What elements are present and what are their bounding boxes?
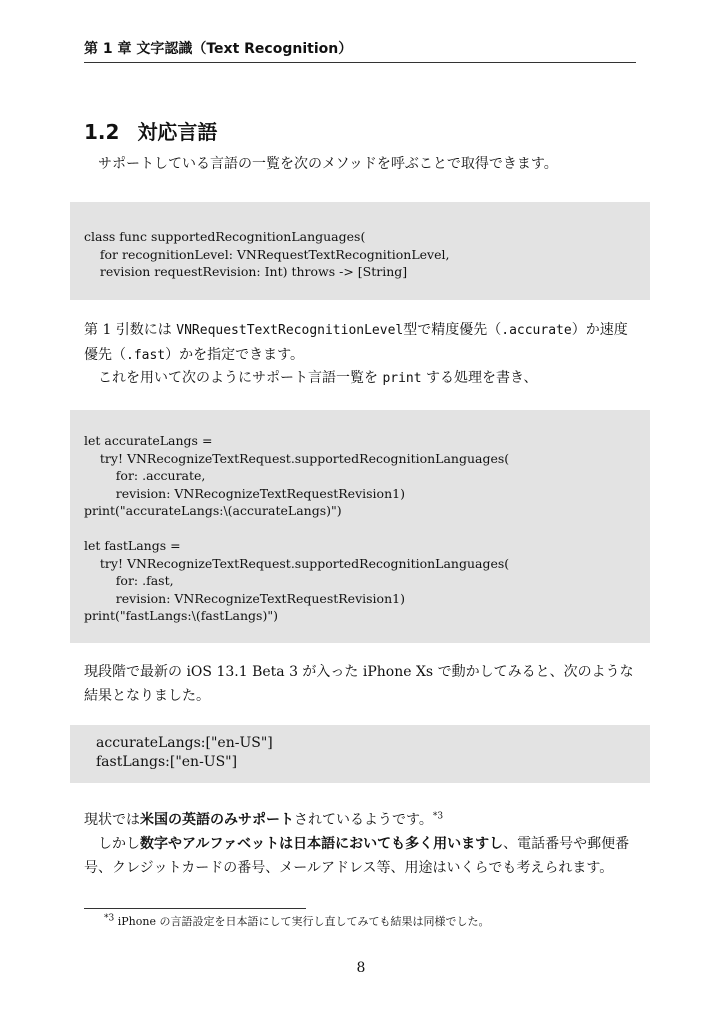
section-heading bbox=[84, 116, 217, 145]
output-line-accurate: accurateLangs:["en-US"] bbox=[96, 735, 273, 751]
output-line-fast: fastLangs:["en-US"] bbox=[96, 754, 238, 770]
paragraph-support: 現状では米国の英語のみサポートされているようです。$^{*3}$ bbox=[84, 811, 444, 828]
running-header: 第 1 章 文字認識（Text Recognition） bbox=[84, 38, 636, 63]
footnote-reference: *3 bbox=[432, 811, 444, 822]
code-signature: class func supportedRecognitionLanguages( for recognitionLevel: VNRequestTextRecognitionLevel, revision requestRevision: Int) throws -> [String] bbox=[84, 229, 450, 279]
section-title: 対応言語 bbox=[137, 120, 218, 144]
footnote: $^{*3}$ iPhone の言語設定を日本語にして実行し直してみても結果は同様でした。 bbox=[104, 913, 490, 928]
output-block bbox=[70, 725, 650, 783]
paragraph-print: これを用いて次のようにサポート言語一覧を print する処理を書き、 bbox=[98, 370, 538, 386]
section-number: 1.2 bbox=[84, 120, 120, 144]
code-example: let accurateLangs = try! VNRecognizeTextRequest.supportedRecognitionLanguages( for: .accurate, revision: VNRecognizeTextRequestRevision1) print("accurateLangs:\(accurateLangs)") let fastLangs = try! VNRecognizeTextRequest.supportedRecognitionLanguages( for: .fast, revision: VNRecognizeTextRequestRevision1) print("fastLangs:\(fastLangs)") bbox=[84, 433, 510, 623]
page-number: 8 bbox=[356, 960, 366, 976]
paragraph-result: 現段階で最新の iOS 13.1 Beta 3 が入った iPhone Xs で動かしてみると、次のような結果となりました。 bbox=[84, 664, 634, 704]
footnote-rule bbox=[84, 908, 306, 909]
paragraph-usage: しかし数字やアルファベットは日本語においても多く用いますし、電話番号や郵便番号、クレジットカードの番号、メールアドレス等、用途はいくらでも考えられます。 bbox=[84, 836, 630, 876]
code-block-signature bbox=[70, 202, 650, 300]
paragraph-arguments: 第 1 引数には VNRequestTextRecognitionLevel型で精度優先（.accurate）か速度優先（.fast）かを指定できます。 bbox=[84, 322, 628, 363]
intro-paragraph: サポートしている言語の一覧を次のメソッドを呼ぶことで取得できます。 bbox=[98, 156, 558, 172]
code-block-example bbox=[70, 410, 650, 643]
